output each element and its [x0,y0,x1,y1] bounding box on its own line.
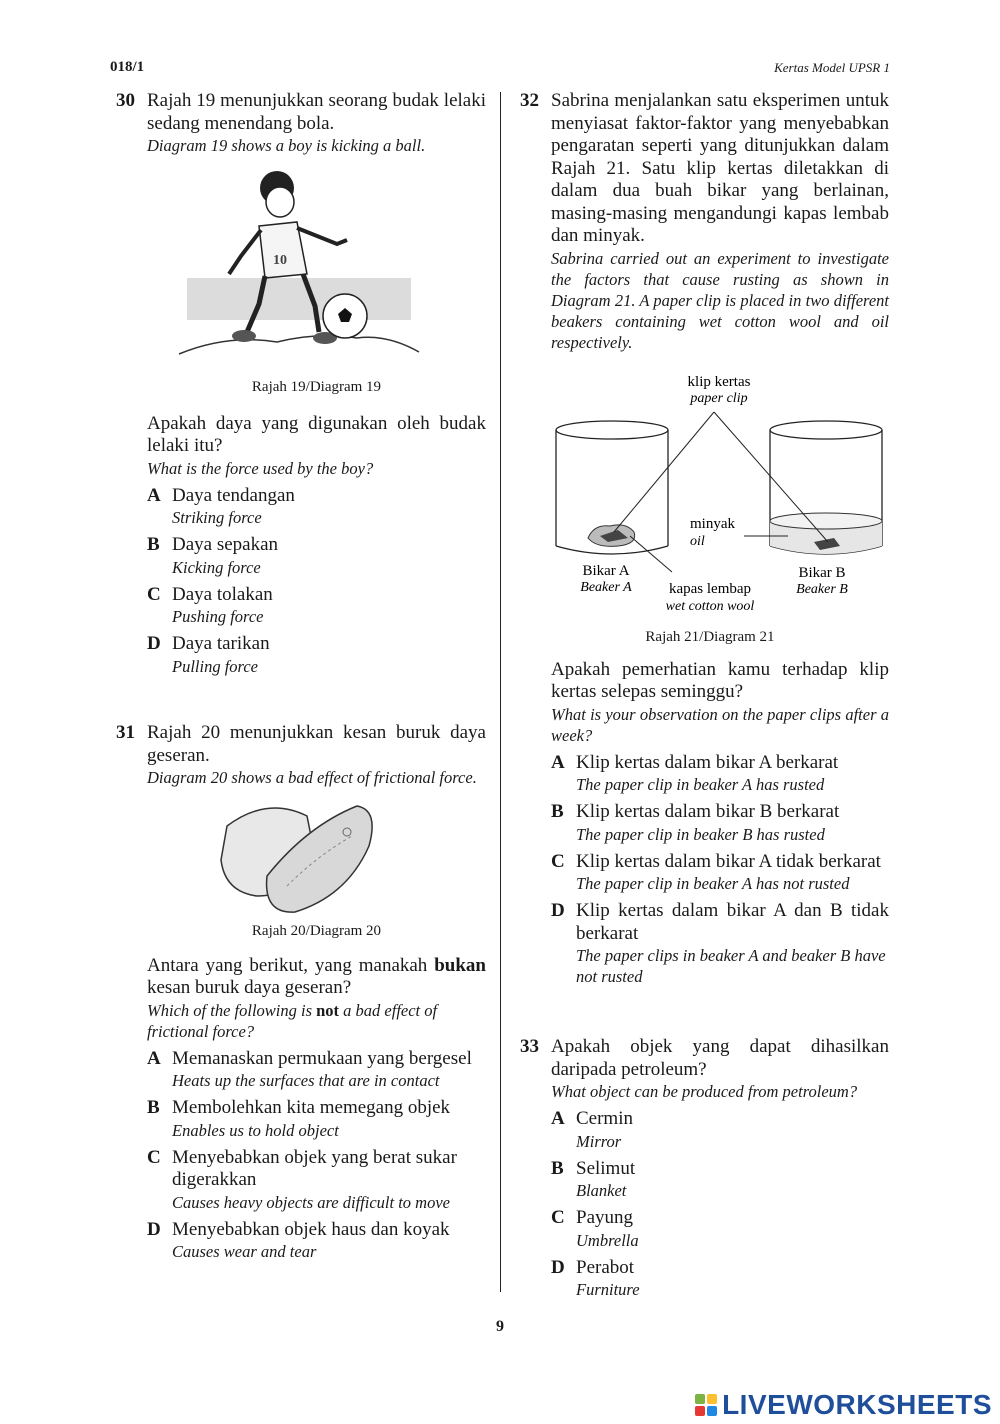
question-text-en: What is your observation on the paper clips after a week? [551,704,889,745]
option-c[interactable]: C Klip kertas dalam bikar A tidak berkarat The paper clip in beaker A has not rusted [551,850,881,893]
question-stem-en: What object can be produced from petroleum? [551,1082,858,1101]
label-cotton-en: wet cotton wool [665,599,755,614]
label-beaker-b-en: Beaker B [796,582,848,597]
option-c[interactable]: C Menyebabkan objek yang berat sukar digerakkan Causes heavy objects are difficult to move [147,1146,457,1212]
question-32-body [551,626,889,987]
question-stem-en: Sabrina carried out an experiment to investigate the factors that cause rusting as shown in Diagram 21. A paper clip is placed in two different beakers containing wet cotton wool and oil respectively. [551,248,889,352]
option-d[interactable]: D Klip kertas dalam bikar A dan B tidak berkarat The paper clips in beaker A and beaker B have not rusted [551,900,889,986]
question-text-ms: Antara yang berikut, yang manakah bukan kesan buruk daya geseran? [147,954,486,998]
option-b[interactable]: B Membolehkan kita memegang objek Enables us to hold object [147,1097,451,1140]
beaker-b [770,421,882,554]
liveworksheets-logo[interactable] [694,1389,992,1421]
question-stem-ms: Rajah 20 menunjukkan kesan buruk daya geseran. [147,722,486,766]
option-a[interactable]: A Klip kertas dalam bikar A berkarat The paper clip in beaker A has rusted [551,751,839,794]
grey-band [187,278,411,320]
option-c[interactable]: C Daya tolakan Pushing force [147,583,273,626]
diagram-caption: Rajah 20/Diagram 20 [251,923,382,939]
diagram-20-worn-shoes [147,796,486,914]
option-b[interactable]: B Daya sepakan Kicking force [147,534,279,577]
label-beaker-b-ms: Bikar B [798,565,846,581]
question-number: 32 [520,90,539,111]
label-cotton-ms: kapas lembap [668,581,752,597]
paper-title: Kertas Model UPSR 1 [774,60,890,75]
question-31 [116,722,486,1262]
label-beaker-a-ms: Bikar A [582,563,630,579]
brand-name: LIVEWORKSHEETS [722,1389,992,1420]
question-stem-en: Diagram 20 shows a bad effect of frictional force. [147,768,477,787]
label-paper-clip-en: paper clip [690,391,748,406]
column-divider [500,92,501,1292]
question-text-ms: Apakah daya yang digunakan oleh budak lelaki itu? [147,412,486,456]
option-a[interactable]: A Memanaskan permukaan yang bergesel Heats up the surfaces that are in contact [147,1047,472,1090]
diagram-21-beakers [548,366,893,616]
question-text-en: What is the force used by the boy? [147,458,374,478]
question-33 [520,1036,889,1300]
option-b[interactable]: B Selimut Blanket [551,1157,636,1200]
ground [179,336,419,354]
question-text-ms: Apakah pemerhatian kamu terhadap klip kertas selepas seminggu? [551,658,889,702]
question-stem-ms: Sabrina menjalankan satu eksperimen untuk menyiasat faktor-faktor yang menyebabkan pengaratan seperti yang ditunjukkan dalam Rajah 21. Satu klip kertas diletakkan di dalam dua buah bikar yang berlainan, masing-masing mengandungi kapas lembab dan minyak. [551,90,889,246]
option-d[interactable]: D Perabot Furniture [551,1256,640,1299]
boy-face [266,187,294,217]
page-number: 9 [496,1318,504,1335]
question-number: 31 [116,722,135,743]
label-oil-en: oil [690,534,705,549]
question-30 [116,90,486,677]
diagram-caption: Rajah 21/Diagram 21 [645,629,775,645]
question-stem-en: Diagram 19 shows a boy is kicking a ball. [147,136,426,155]
boy-shoe-left [232,330,256,342]
question-32 [520,90,889,353]
option-a[interactable]: A Daya tendangan Striking force [147,484,295,527]
label-paper-clip-ms: klip kertas [687,374,751,390]
question-stem-ms: Apakah objek yang dapat dihasilkan daripada petroleum? [551,1036,889,1080]
label-oil-ms: minyak [690,516,735,532]
diagram-19-boy-kicking-ball [147,166,486,366]
option-c[interactable]: C Payung Umbrella [551,1207,639,1250]
boy-arm-right [297,228,347,244]
shirt-number: 10 [273,253,287,268]
option-d[interactable]: D Daya tarikan Pulling force [147,633,270,676]
liveworksheets-icon [694,1393,718,1417]
question-number: 33 [520,1036,539,1057]
diagram-caption: Rajah 19/Diagram 19 [251,379,382,395]
option-d[interactable]: D Menyebabkan objek haus dan koyak Causes wear and tear [147,1218,450,1261]
question-text-en: Which of the following is not a bad effect of frictional force? [147,1000,438,1041]
label-beaker-a-en: Beaker A [580,580,632,595]
option-b[interactable]: B Klip kertas dalam bikar B berkarat The paper clip in beaker B has rusted [551,801,840,844]
question-stem-ms: Rajah 19 menunjukkan seorang budak lelaki sedang menendang bola. [147,90,486,134]
paper-code: 018/1 [110,59,145,75]
option-a[interactable]: A Cermin Mirror [551,1108,633,1151]
boy-arm-left [229,230,261,274]
question-number: 30 [116,90,135,111]
